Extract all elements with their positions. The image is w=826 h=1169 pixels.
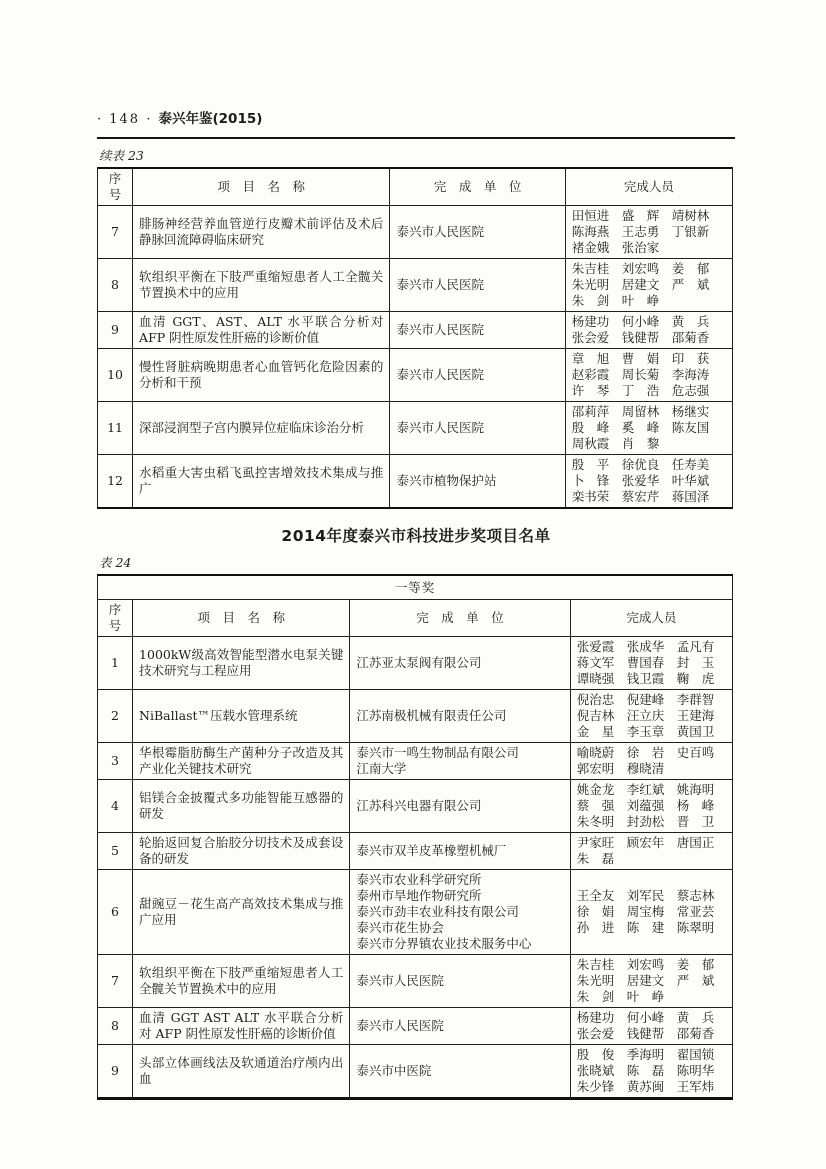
- unit-line: 泰兴市人民医院: [396, 420, 484, 435]
- people-line: 张会爱 钱健帮 邵菊香: [571, 330, 710, 345]
- row-number: 7: [98, 206, 133, 259]
- col-header-unit: 完 成 单 位: [390, 168, 565, 206]
- people-line: 倪治忠 倪建峰 李群智: [576, 692, 715, 707]
- table-row: [98, 455, 733, 509]
- unit-line: 泰兴市农业科学研究所: [356, 872, 482, 887]
- completing-people: [565, 312, 732, 349]
- people-line: 金 星 李玉章 黄国卫: [576, 724, 715, 739]
- people-line: 张爱霞 张成华 孟凡有: [576, 639, 715, 654]
- unit-line: 泰兴市中医院: [356, 1063, 432, 1078]
- prize-group-header: 一等奖: [98, 575, 733, 600]
- completing-unit: [390, 402, 565, 455]
- project-name: 甜豌豆－花生高产高效技术集成与推广应用: [133, 870, 350, 955]
- project-name: 华根霉脂肪酶生产菌种分子改造及其产业化关键技术研究: [133, 743, 350, 780]
- people-line: 朱吉桂 刘宏鸣 姜 郁: [576, 957, 715, 972]
- project-name: NiBallast™压载水管理系统: [133, 690, 350, 743]
- table-row: [98, 833, 733, 870]
- completing-people: [570, 870, 732, 955]
- project-name: 软组织平衡在下肢严重缩短患者人工全髋关节置换术中的应用: [133, 259, 390, 312]
- table-row: [98, 955, 733, 1008]
- project-name: 血清 GGT、AST、ALT 水平联合分析对 AFP 阴性原发性肝癌的诊断价值: [133, 312, 390, 349]
- people-line: 朱光明 居建文 严 斌: [576, 973, 715, 988]
- project-name: 铝镁合金披覆式多功能智能互感器的研发: [133, 780, 350, 833]
- people-line: 孙 进 陈 建 陈翠明: [576, 920, 715, 935]
- completing-people: [570, 690, 732, 743]
- unit-line: 泰兴市劲丰农业科技有限公司: [356, 904, 519, 919]
- completing-people: [565, 349, 732, 402]
- people-line: 赵彩霞 周长菊 李海涛: [571, 367, 710, 382]
- people-line: 朱光明 居建文 严 斌: [571, 277, 710, 292]
- completing-unit: [350, 833, 570, 870]
- page-header: [97, 110, 735, 129]
- people-line: 徐 娟 周宝梅 常亚芸: [576, 904, 715, 919]
- table-row: [98, 349, 733, 402]
- completing-unit: [350, 743, 570, 780]
- project-name: 软组织平衡在下肢严重缩短患者人工全髋关节置换术中的应用: [133, 955, 350, 1008]
- col-header-people: 完成人员: [565, 168, 732, 206]
- completing-unit: [350, 637, 570, 690]
- row-number: 2: [98, 690, 133, 743]
- row-number: 3: [98, 743, 133, 780]
- completing-unit: [390, 259, 565, 312]
- row-number: 5: [98, 833, 133, 870]
- table23: [97, 167, 733, 509]
- table24-caption: 表 24: [99, 555, 132, 570]
- col-header-people: 完成人员: [570, 600, 732, 637]
- table-row: [98, 1045, 733, 1099]
- unit-line: 江苏南极机械有限责任公司: [356, 708, 507, 723]
- table23-header: [98, 168, 733, 206]
- people-line: 张晓斌 陈 磊 陈明华: [576, 1063, 715, 1078]
- unit-line: 泰兴市双羊皮革橡塑机械厂: [356, 843, 507, 858]
- row-number: 12: [98, 455, 133, 509]
- row-number: 8: [98, 259, 133, 312]
- people-line: 周秋霞 肖 黎: [571, 436, 660, 451]
- completing-unit: [390, 206, 565, 259]
- row-number: 11: [98, 402, 133, 455]
- people-line: 朱 剑 叶 峥: [571, 293, 660, 308]
- completing-unit: [390, 455, 565, 509]
- unit-line: 泰兴市人民医院: [356, 1018, 444, 1033]
- book-title: 泰兴年鉴(2015): [158, 111, 263, 127]
- people-line: 田恒进 盛 辉 靖树林: [571, 208, 710, 223]
- project-name: 深部浸润型子宫内膜异位症临床诊治分析: [133, 402, 390, 455]
- unit-line: 泰兴市人民医院: [396, 224, 484, 239]
- completing-people: [565, 259, 732, 312]
- people-line: 张会爱 钱健帮 邵菊香: [576, 1026, 715, 1041]
- col-header-no: 序号: [98, 168, 133, 206]
- people-line: 陈海燕 王志勇 丁银新: [571, 224, 710, 239]
- row-number: 1: [98, 637, 133, 690]
- people-line: 褚金娥 张治家: [571, 240, 660, 255]
- completing-unit: [350, 870, 570, 955]
- people-line: 殷 峰 奚 峰 陈友国: [571, 420, 710, 435]
- unit-line: 江苏科兴电器有限公司: [356, 798, 482, 813]
- project-name: 水稻重大害虫稻飞虱控害增效技术集成与推广: [133, 455, 390, 509]
- people-line: 姚金龙 李红斌 姚海明: [576, 782, 715, 797]
- table24-header: [98, 575, 733, 637]
- table24-body: [98, 637, 733, 1099]
- table-row: [98, 637, 733, 690]
- completing-people: [565, 206, 732, 259]
- people-line: 朱冬明 封劲松 晋 卫: [576, 814, 715, 829]
- row-number: 6: [98, 870, 133, 955]
- completing-unit: [390, 349, 565, 402]
- completing-people: [565, 455, 732, 509]
- completing-people: [570, 743, 732, 780]
- completing-people: [570, 780, 732, 833]
- completing-people: [570, 637, 732, 690]
- people-line: 章 旭 曹 娟 印 获: [571, 351, 710, 366]
- unit-line: 泰兴市人民医院: [396, 367, 484, 382]
- header-rule: [97, 137, 735, 139]
- completing-unit: [350, 1045, 570, 1099]
- project-name: 1000kW级高效智能型潜水电泵关键技术研究与工程应用: [133, 637, 350, 690]
- people-line: 朱少锋 黄苏闽 王军炜: [576, 1079, 715, 1094]
- table23-caption: 续表 23: [99, 148, 144, 163]
- completing-unit: [350, 955, 570, 1008]
- people-line: 邵莉萍 周留林 杨继实: [571, 404, 710, 419]
- project-name: 轮胎返回复合胎胶分切技术及成套设备的研发: [133, 833, 350, 870]
- header-row: [98, 168, 733, 206]
- unit-line: 泰州市旱地作物研究所: [356, 888, 482, 903]
- section-title: 2014年度泰兴市科技进步奖项目名单: [281, 527, 551, 545]
- table-row: [98, 312, 733, 349]
- people-line: 尹家旺 顾宏年 唐国正: [576, 835, 715, 850]
- people-line: 王全友 刘军民 蔡志林: [576, 888, 715, 903]
- header-row: [98, 600, 733, 637]
- table-row: [98, 870, 733, 955]
- people-line: 卜 锋 张爱华 叶华斌: [571, 473, 710, 488]
- completing-unit: [390, 312, 565, 349]
- people-line: 许 琴 丁 浩 危志强: [571, 383, 710, 398]
- people-line: 杨建功 何小峰 黄 兵: [571, 314, 710, 329]
- people-line: 杨建功 何小峰 黄 兵: [576, 1010, 715, 1025]
- completing-people: [565, 402, 732, 455]
- col-header-project: 项 目 名 称: [133, 600, 350, 637]
- completing-people: [570, 955, 732, 1008]
- row-number: 4: [98, 780, 133, 833]
- unit-line: 江南大学: [356, 761, 407, 776]
- project-name: 头部立体画线法及软通道治疗颅内出血: [133, 1045, 350, 1099]
- project-name: 慢性肾脏病晚期患者心血管钙化危险因素的分析和干预: [133, 349, 390, 402]
- col-header-no: 序号: [98, 600, 133, 637]
- table-row: [98, 259, 733, 312]
- people-line: 喻晓蔚 徐 岩 史百鸣: [576, 745, 715, 760]
- unit-line: 泰兴市人民医院: [356, 973, 444, 988]
- row-number: 9: [98, 312, 133, 349]
- unit-line: 江苏亚太泵阀有限公司: [356, 655, 482, 670]
- people-line: 蒋文军 曹国春 封 玉: [576, 655, 715, 670]
- project-name: 腓肠神经营养血管逆行皮瓣术前评估及术后静脉回流障碍临床研究: [133, 206, 390, 259]
- row-number: 8: [98, 1008, 133, 1045]
- unit-line: 泰兴市植物保护站: [396, 473, 497, 488]
- completing-people: [570, 1008, 732, 1045]
- people-line: 朱 剑 叶 峥: [576, 989, 665, 1004]
- unit-line: 泰兴市一鸣生物制品有限公司: [356, 745, 519, 760]
- unit-line: 泰兴市人民医院: [396, 322, 484, 337]
- people-line: 朱吉桂 刘宏鸣 姜 郁: [571, 261, 710, 276]
- table-row: [98, 690, 733, 743]
- row-number: 7: [98, 955, 133, 1008]
- row-number: 9: [98, 1045, 133, 1099]
- completing-unit: [350, 690, 570, 743]
- completing-people: [570, 833, 732, 870]
- people-line: 栾书荣 蔡宏芹 蒋国泽: [571, 489, 710, 504]
- table-row: [98, 1008, 733, 1045]
- row-number: 10: [98, 349, 133, 402]
- people-line: 倪吉林 汪立庆 王建海: [576, 708, 715, 723]
- unit-line: 泰兴市分界镇农业技术服务中心: [356, 936, 532, 951]
- col-header-unit: 完 成 单 位: [350, 600, 570, 637]
- prize-group-row: [98, 575, 733, 600]
- unit-line: 泰兴市花生协会: [356, 920, 444, 935]
- people-line: 殷 平 徐优良 任寿美: [571, 457, 710, 472]
- completing-people: [570, 1045, 732, 1099]
- unit-line: 泰兴市人民医院: [396, 277, 484, 292]
- table-row: [98, 402, 733, 455]
- people-line: 殷 俊 季海明 翟国锁: [576, 1047, 715, 1062]
- completing-unit: [350, 780, 570, 833]
- table-row: [98, 743, 733, 780]
- completing-unit: [350, 1008, 570, 1045]
- people-line: 谭晓强 钱卫霞 鞠 虎: [576, 671, 715, 686]
- col-header-project: 项 目 名 称: [133, 168, 390, 206]
- table-row: [98, 780, 733, 833]
- table23-body: [98, 206, 733, 509]
- project-name: 血清 GGT AST ALT 水平联合分析对 AFP 阴性原发性肝癌的诊断价值: [133, 1008, 350, 1045]
- people-line: 朱 磊: [576, 851, 615, 866]
- people-line: 郭宏明 穆晓清: [576, 761, 665, 776]
- people-line: 蔡 强 刘蕴强 杨 峰: [576, 798, 715, 813]
- table-row: [98, 206, 733, 259]
- page-number: · 148 ·: [97, 112, 153, 127]
- table24: [97, 574, 733, 1100]
